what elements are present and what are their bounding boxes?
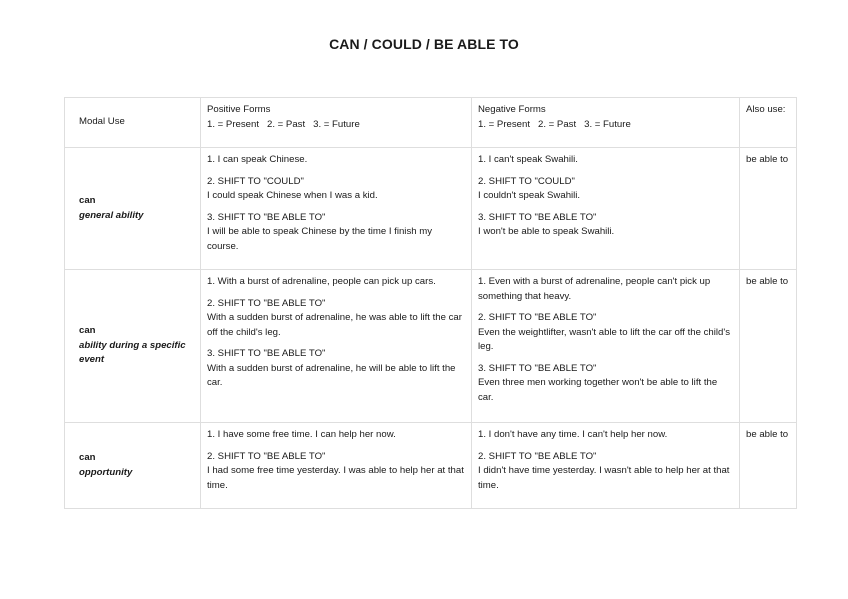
header-row xyxy=(65,98,797,148)
positive-cell xyxy=(201,270,472,423)
modal-word: can xyxy=(79,452,96,463)
also-use-cell xyxy=(740,148,797,270)
page-title: CAN / COULD / BE ABLE TO xyxy=(329,36,519,52)
negative-example: 3. SHIFT TO "BE ABLE TO" Even three men working together won't be able to lift the car. xyxy=(478,362,718,403)
header-cell-negative xyxy=(472,98,740,148)
also-use-text: be able to xyxy=(746,154,789,165)
header-modal-use: Modal Use xyxy=(79,116,125,128)
modal-word: can xyxy=(79,195,96,206)
modal-table xyxy=(64,97,797,509)
modal-cell xyxy=(65,148,201,270)
positive-example: 3. SHIFT TO "BE ABLE TO" With a sudden burst of adrenaline, he will be able to lift the car. xyxy=(207,348,456,388)
header-also-use: Also use: xyxy=(746,104,786,115)
negative-cell xyxy=(472,270,740,423)
negative-example: 1. I don't have any time. I can't help her now. xyxy=(478,429,668,440)
also-use-cell xyxy=(740,270,797,423)
modal-cell xyxy=(65,270,201,423)
table-row xyxy=(65,148,797,270)
positive-cell xyxy=(201,148,472,270)
modal-meaning: ability during a specific event xyxy=(79,339,186,366)
positive-cell xyxy=(201,423,472,509)
modal-meaning: opportunity xyxy=(79,466,133,478)
header-negative-sub: 1. = Present 2. = Past 3. = Future xyxy=(478,118,631,130)
negative-example: 2. SHIFT TO "BE ABLE TO" Even the weightlifter, wasn't able to lift the car off the child's leg. xyxy=(478,312,730,352)
negative-example: 2. SHIFT TO "COULD" I couldn't speak Swahili. xyxy=(478,175,581,201)
positive-example: 1. I can speak Chinese. xyxy=(207,154,308,165)
positive-example: 2. SHIFT TO "BE ABLE TO" I had some free time yesterday. I was able to help her at that time. xyxy=(207,450,464,491)
negative-cell xyxy=(472,148,740,270)
header-cell-also-use xyxy=(740,98,797,148)
header-negative-title: Negative Forms xyxy=(478,104,546,115)
also-use-text: be able to xyxy=(746,276,789,287)
negative-example: 1. I can't speak Swahili. xyxy=(478,154,578,165)
modal-meaning: general ability xyxy=(79,209,144,221)
positive-example: 2. SHIFT TO "BE ABLE TO" With a sudden burst of adrenaline, he was able to lift the car off the child's leg. xyxy=(207,297,462,338)
modal-cell xyxy=(65,423,201,509)
negative-example: 1. Even with a burst of adrenaline, people can't pick up something that heavy. xyxy=(478,276,711,302)
positive-example: 3. SHIFT TO "BE ABLE TO" I will be able to speak Chinese by the time I finish my course. xyxy=(207,211,433,252)
positive-example: 1. With a burst of adrenaline, people can pick up cars. xyxy=(207,276,436,287)
header-cell-positive xyxy=(201,98,472,148)
header-positive-title: Positive Forms xyxy=(207,104,271,115)
positive-example: 2. SHIFT TO "COULD" I could speak Chinese when I was a kid. xyxy=(207,175,378,201)
negative-cell xyxy=(472,423,740,509)
negative-example: 3. SHIFT TO "BE ABLE TO" I won't be able to speak Swahili. xyxy=(478,211,615,237)
table-row xyxy=(65,270,797,423)
header-cell-modal-use xyxy=(65,98,201,148)
header-positive-sub: 1. = Present 2. = Past 3. = Future xyxy=(207,118,360,130)
positive-example: 1. I have some free time. I can help her now. xyxy=(207,429,396,440)
negative-example: 2. SHIFT TO "BE ABLE TO" I didn't have time yesterday. I wasn't able to help her at that time. xyxy=(478,450,730,491)
also-use-text: be able to xyxy=(746,429,789,440)
also-use-cell xyxy=(740,423,797,509)
modal-word: can xyxy=(79,325,96,337)
table-row xyxy=(65,423,797,509)
